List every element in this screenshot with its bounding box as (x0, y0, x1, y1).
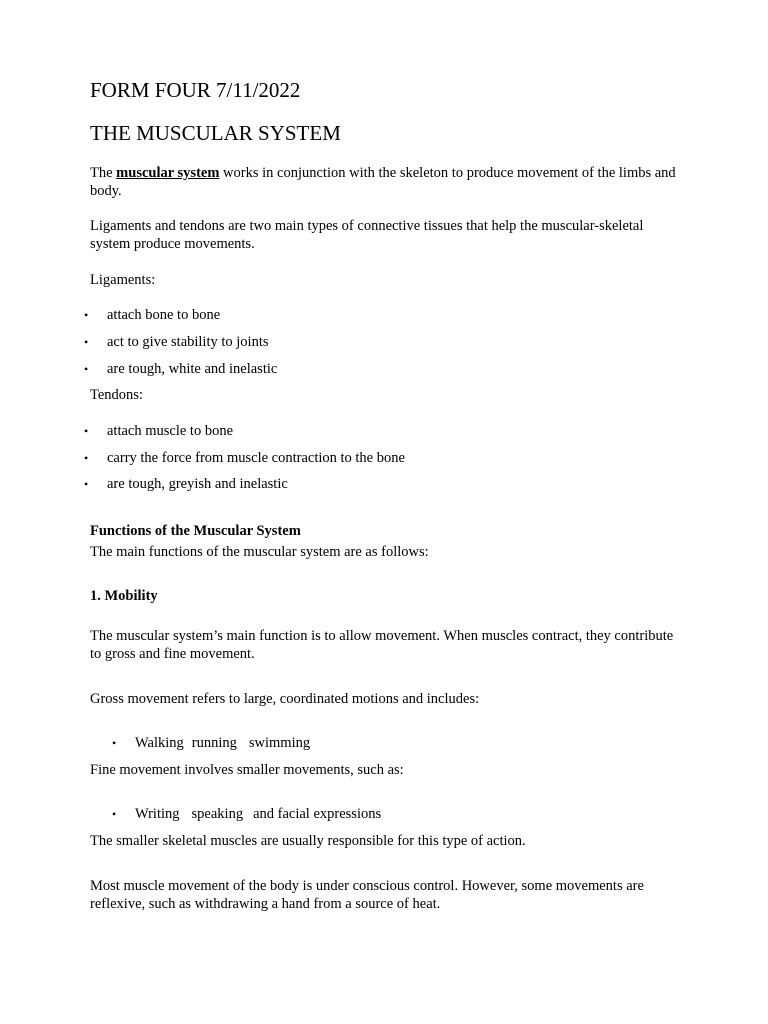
bullet-icon: • (112, 807, 117, 821)
functions-heading: Functions of the Muscular System (90, 523, 301, 539)
list-item-text: attach bone to bone (107, 307, 221, 323)
fine-item: speaking (191, 806, 244, 822)
fine-intro: Fine movement involves smaller movements, such as: (90, 762, 404, 778)
intro-suffix: works in conjunction with the skeleton to produce movement of the limbs and body. (90, 165, 676, 199)
functions-intro: The main functions of the muscular system are as follows: (90, 544, 429, 560)
connective-paragraph: Ligaments and tendons are two main types of connective tissues that help the muscular-skeletal system produce movements. (90, 218, 644, 252)
gross-item: Walking (135, 735, 184, 751)
gross-items (135, 734, 310, 752)
bullet-icon: • (112, 736, 117, 750)
fine-items (135, 805, 381, 823)
list-item-text: are tough, white and inelastic (107, 361, 278, 377)
tendons-label: Tendons: (90, 387, 143, 403)
list-item-text: attach muscle to bone (107, 423, 234, 439)
page-title: THE MUSCULAR SYSTEM (90, 121, 341, 145)
list-item-text: are tough, greyish and inelastic (107, 476, 288, 492)
fine-item: Writing (135, 806, 180, 822)
gross-intro: Gross movement refers to large, coordinated motions and includes: (90, 691, 480, 707)
bullet-icon: • (84, 335, 89, 349)
form-heading: FORM FOUR 7/11/2022 (90, 78, 301, 102)
conscious-control-paragraph: Most muscle movement of the body is under conscious control. However, some movements are reflexive, such as withdrawing a hand from a source of heat. (90, 878, 644, 912)
fine-item: and facial expressions (253, 806, 382, 822)
bullet-icon: • (84, 477, 89, 491)
list-item-text: carry the force from muscle contraction to the bone (107, 450, 405, 466)
list-item-text: act to give stability to joints (107, 334, 269, 350)
smaller-muscles-paragraph: The smaller skeletal muscles are usually responsible for this type of action. (90, 833, 526, 849)
muscular-system-link[interactable]: muscular system (116, 165, 220, 181)
ligaments-label: Ligaments: (90, 272, 156, 288)
bullet-icon: • (84, 451, 89, 465)
bullet-icon: • (84, 424, 89, 438)
gross-item: swimming (248, 735, 311, 751)
bullet-icon: • (84, 308, 89, 322)
mobility-heading: 1. Mobility (90, 588, 158, 604)
intro-prefix: The (90, 165, 117, 181)
gross-item: running (191, 735, 237, 751)
intro-paragraph (90, 164, 680, 200)
mobility-paragraph: The muscular system’s main function is to allow movement. When muscles contract, they contribute to gross and fine movement. (90, 628, 674, 662)
bullet-icon: • (84, 362, 89, 376)
